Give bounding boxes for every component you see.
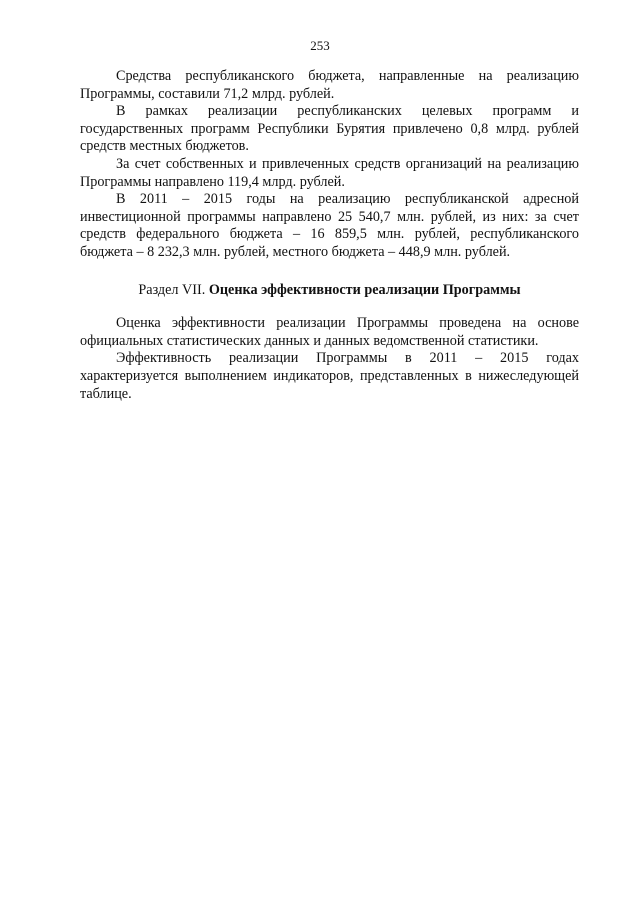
paragraph-investment-program: В 2011 – 2015 годы на реализацию республиканской адресной инвестиционной программы направлено 25 540,7 млн. рублей, из них: за счет средств федерального бюджета – 16 859,5 млн. рублей, республиканского бюджета – 8 232,3 млн. рублей, местного бюджета – 448,9 млн. рублей.	[80, 191, 579, 260]
paragraph-evaluation-indicators: Эффективность реализации Программы в 2011 – 2015 годах характеризуется выполнением индикаторов, представленных в нижеследующей таблице.	[80, 350, 579, 402]
paragraph-local-budgets: В рамках реализации республиканских целевых программ и государственных программ Республики Бурятия привлечено 0,8 млрд. рублей средств местных бюджетов.	[80, 103, 579, 155]
page-number: 253	[310, 38, 330, 53]
paragraph-republican-budget: Средства республиканского бюджета, направленные на реализацию Программы, составили 71,2 млрд. рублей.	[80, 68, 579, 102]
document-body	[80, 68, 579, 403]
paragraph-evaluation-basis: Оценка эффективности реализации Программы проведена на основе официальных статистических данных и данных ведомственной статистики.	[80, 315, 579, 349]
section-prefix: Раздел VII.	[138, 281, 209, 298]
section-heading	[80, 282, 579, 300]
paragraph-organization-funds: За счет собственных и привлеченных средств организаций на реализацию Программы направлено 119,4 млрд. рублей.	[80, 155, 579, 190]
section-title: Оценка эффективности реализации Программы	[208, 281, 521, 298]
